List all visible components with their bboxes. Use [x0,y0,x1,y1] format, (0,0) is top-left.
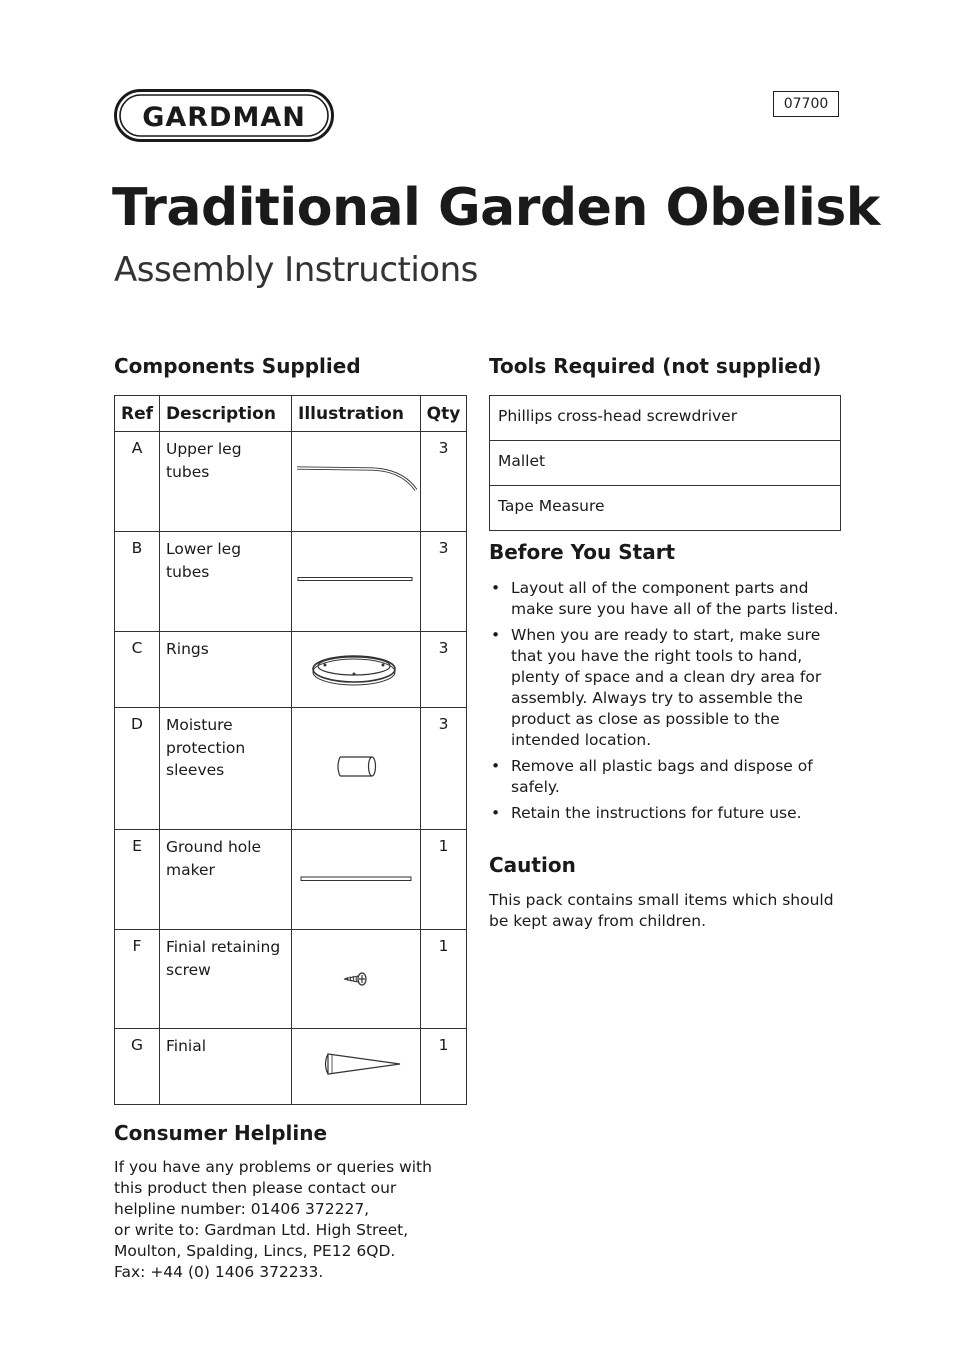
table-row [490,486,841,531]
col-description-header: Description [160,396,292,432]
row-ref: C [115,632,160,708]
page-title: Traditional Garden Obelisk [112,178,880,238]
helpline-line: this product then please contact our [114,1179,397,1197]
row-illustration [292,830,421,930]
row-description: Rings [160,632,292,708]
tool-item: Tape Measure [490,486,841,531]
helpline-line: Fax: +44 (0) 1406 372233. [114,1263,324,1281]
row-qty: 3 [421,708,467,830]
row-ref: F [115,930,160,1029]
table-row [115,930,467,1029]
row-description: Finial [160,1029,292,1105]
row-ref: E [115,830,160,930]
list-item: • Layout all of the component parts and make sure you have all of the parts listed. [489,578,849,620]
row-illustration [292,1029,421,1105]
before-start-list [489,578,849,829]
row-ref: A [115,432,160,532]
table-row [490,396,841,441]
brand-wordmark: GARDMAN [142,102,306,133]
row-qty: 1 [421,830,467,930]
list-item: • Remove all plastic bags and dispose of safely. [489,756,849,798]
components-header-row [115,396,467,432]
row-illustration [292,930,421,1029]
table-row [115,632,467,708]
row-description: Lower leg tubes [160,532,292,632]
page-subtitle: Assembly Instructions [114,250,478,290]
row-description: Upper leg tubes [160,432,292,532]
row-illustration [292,632,421,708]
row-qty: 1 [421,1029,467,1105]
caution-text: This pack contains small items which should be kept away from children. [489,891,834,930]
row-illustration [292,708,421,830]
row-qty: 1 [421,930,467,1029]
curved-tube-icon [292,432,421,532]
before-start-heading: Before You Start [489,540,676,564]
helpline-text [114,1157,474,1283]
table-row [115,708,467,830]
straight-tube-icon [292,532,421,632]
row-description: Ground hole maker [160,830,292,930]
col-qty-header: Qty [421,396,467,432]
table-row [115,1029,467,1105]
row-qty: 3 [421,632,467,708]
components-heading: Components Supplied [114,354,361,378]
sleeve-icon [292,708,421,830]
tools-heading: Tools Required (not supplied) [489,354,822,378]
row-ref: B [115,532,160,632]
table-row [115,432,467,532]
list-item: • When you are ready to start, make sure that you have the right tools to hand, plenty of space and a clean dry area for assembly. Always try to assemble the product as close as possible to the intended location. [489,625,849,751]
row-description: Moisture protection sleeves [160,708,292,830]
col-ref-header: Ref [115,396,160,432]
caution-heading: Caution [489,853,576,877]
screw-icon [292,930,421,1029]
finial-icon [292,1029,421,1105]
table-row [115,830,467,930]
helpline-heading: Consumer Helpline [114,1121,328,1145]
row-qty: 3 [421,432,467,532]
row-qty: 3 [421,532,467,632]
row-ref: D [115,708,160,830]
helpline-line: If you have any problems or queries with [114,1158,432,1176]
list-item: • Retain the instructions for future use. [489,803,849,824]
col-illustration-header: Illustration [292,396,421,432]
row-description: Finial retaining screw [160,930,292,1029]
gardman-logo [114,89,334,142]
rod-icon [292,830,421,930]
tools-table [489,395,841,531]
table-row [490,441,841,486]
helpline-line: or write to: Gardman Ltd. High Street, [114,1221,409,1239]
row-illustration [292,432,421,532]
tool-item: Phillips cross-head screwdriver [490,396,841,441]
row-illustration [292,532,421,632]
tool-item: Mallet [490,441,841,486]
table-row [115,532,467,632]
ring-icon [292,632,421,708]
helpline-line: helpline number: 01406 372227, [114,1200,370,1218]
row-ref: G [115,1029,160,1105]
product-code: 07700 [773,91,839,117]
components-table [114,395,467,1105]
helpline-line: Moulton, Spalding, Lincs, PE12 6QD. [114,1242,396,1260]
